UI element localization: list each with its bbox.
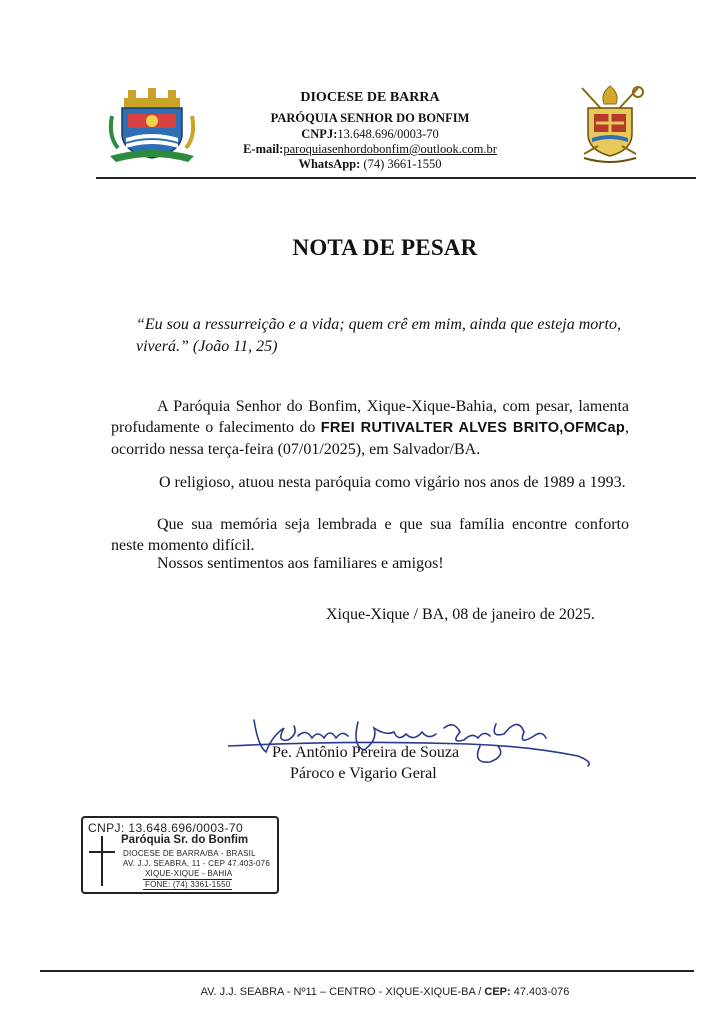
email-label: E-mail: [243, 142, 284, 156]
cnpj-line [220, 126, 520, 142]
stamp-phone: FONE: (74) 3361-1550 [145, 880, 231, 889]
footer-divider [40, 970, 694, 972]
cnpj-value: 13.648.696/0003-70 [337, 127, 439, 141]
paragraph-condolence [111, 396, 629, 460]
paragraph-condolence-text-b: , ocorrido nessa terça-feira (07/01/2025), em Salvador/BA. [111, 419, 630, 458]
parish-name: PARÓQUIA SENHOR DO BONFIM [270, 111, 470, 125]
footer-cep-label: CEP: [484, 986, 511, 998]
cross-icon [87, 834, 117, 888]
parish-stamp [81, 816, 279, 894]
footer-cep-value: 47.403-076 [510, 986, 570, 998]
whatsapp-line [220, 156, 520, 172]
bible-quote: “Eu sou a ressurreição e a vida; quem crê em mim, ainda que esteja morto, viverá.” (João 11, 25) [136, 316, 621, 355]
footer-street: AV. J.J. SEABRA - Nº11 – CENTRO - XIQUE-XIQUE-BA / [200, 986, 485, 998]
email-link[interactable]: paroquiasenhordobonfim@outlook.com.br [283, 142, 497, 156]
paragraph-sentiments: Nossos sentimentos aos familiares e amigos! [157, 555, 444, 572]
diocese-name: DIOCESE DE BARRA [300, 90, 440, 105]
stamp-diocese: DIOCESE DE BARRA/BA - BRASIL [123, 849, 256, 858]
email-line [220, 141, 520, 157]
deceased-name: FREI RUTIVALTER ALVES BRITO,OFMCap [320, 420, 626, 436]
cnpj-label: CNPJ: [301, 127, 338, 141]
header-divider [96, 177, 696, 179]
whatsapp-label: WhatsApp: [298, 157, 361, 171]
paragraph-memory: Que sua memória seja lembrada e que sua família encontre conforto neste momento difícil. [111, 516, 629, 554]
paragraph-service: O religioso, atuou nesta paróquia como vigário nos anos de 1989 a 1993. [159, 474, 626, 491]
signatory-name: Pe. Antônio Pereira de Souza [272, 744, 460, 761]
signatory-role: Pároco e Vigario Geral [290, 765, 437, 782]
stamp-city: XIQUE-XIQUE - BAHIA [145, 869, 233, 878]
page-title: NOTA DE PESAR [292, 235, 478, 260]
stamp-cnpj: CNPJ: 13.648.696/0003-70 [88, 821, 244, 835]
stamp-address: AV. J.J. SEABRA, 11 - CEP 47.403-076 [123, 859, 270, 868]
footer-address [0, 986, 724, 998]
date-line: Xique-Xique / BA, 08 de janeiro de 2025. [326, 606, 595, 623]
stamp-parish: Paróquia Sr. do Bonfim [121, 834, 249, 846]
municipal-coat-of-arms-icon [108, 86, 196, 164]
whatsapp-value: (74) 3661-1550 [360, 157, 442, 171]
paragraph-condolence-text-a: A Paróquia Senhor do Bonfim, Xique-Xique-Bahia, com pesar, lamenta profudamente o falecimento do [111, 398, 629, 436]
diocesan-coat-of-arms-icon [574, 84, 646, 166]
